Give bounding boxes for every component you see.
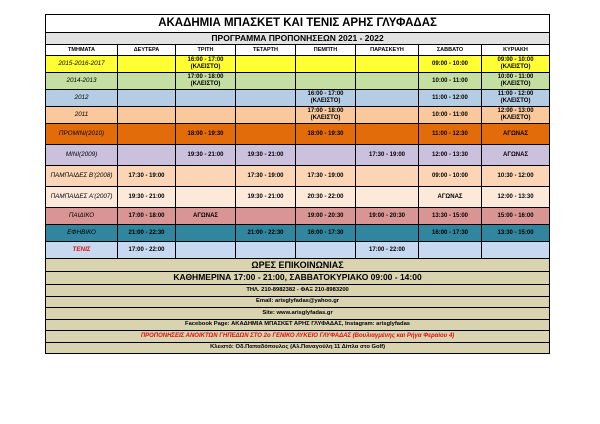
schedule-cell (296, 242, 356, 259)
schedule-table (45, 14, 550, 354)
schedule-row (46, 166, 550, 187)
schedule-cell: 10:00 - 11:00 (ΚΛΕΙΣΤΟ) (482, 73, 550, 90)
schedule-cell (176, 107, 236, 124)
page-title: ΑΚΑΔΗΜΙΑ ΜΠΑΣΚΕΤ ΚΑΙ ΤΕΝΙΣ ΑΡΗΣ ΓΛΥΦΑΔΑΣ (46, 15, 550, 33)
schedule-cell (118, 124, 176, 145)
schedule-cell (176, 225, 236, 242)
schedule-cell: 10:00 - 11:00 (419, 107, 482, 124)
schedule-cell: ΑΓΩΝΑΣ (419, 187, 482, 208)
schedule-row (46, 107, 550, 124)
schedule-cell (118, 107, 176, 124)
schedule-cell (118, 73, 176, 90)
schedule-row (46, 145, 550, 166)
schedule-cell: 17:00 - 18:00 (ΚΛΕΙΣΤΟ) (176, 73, 236, 90)
schedule-cell: 17:30 - 19:00 (296, 166, 356, 187)
schedule-cell (236, 90, 296, 107)
row-name: ΠΑΜΠΑΙΔΕΣ Β'(2008) (46, 166, 118, 187)
contact-site: Site: www.arisglyfadas.gr (46, 308, 550, 320)
schedule-cell (356, 107, 419, 124)
schedule-cell (356, 166, 419, 187)
schedule-cell: 17:00 - 18:00 (ΚΛΕΙΣΤΟ) (296, 107, 356, 124)
schedule-row (46, 73, 550, 90)
schedule-sheet (45, 14, 549, 354)
schedule-cell: ΑΓΩΝΑΣ (482, 145, 550, 166)
schedule-cell (296, 73, 356, 90)
schedule-row (46, 225, 550, 242)
schedule-row (46, 90, 550, 107)
header-cell: ΣΑΒΒΑΤΟ (419, 45, 482, 56)
schedule-cell: 17:00 - 18:00 (118, 208, 176, 225)
contact-facebook: Facebook Page: ΑΚΑΔΗΜΙΑ ΜΠΑΣΚΕΤ ΑΡΗΣ ΓΛΥΦΑΔΑΣ, Instagram: arisglyfadas (46, 319, 550, 331)
schedule-cell (356, 187, 419, 208)
schedule-cell (356, 225, 419, 242)
schedule-cell: 19:30 - 21:00 (236, 145, 296, 166)
header-cell: ΠΑΡΑΣΚΕΥΗ (356, 45, 419, 56)
row-name: ΜΙΝΙ(2009) (46, 145, 118, 166)
schedule-cell: 11:00 - 12:00 (419, 90, 482, 107)
schedule-cell: 10:00 - 11:00 (419, 73, 482, 90)
schedule-cell (118, 90, 176, 107)
header-cell: ΤΡΙΤΗ (176, 45, 236, 56)
header-cell: ΤΜΗΜΑΤΑ (46, 45, 118, 56)
row-name: ΠΑΜΠΑΙΔΕΣ Α'(2007) (46, 187, 118, 208)
schedule-cell (176, 242, 236, 259)
schedule-cell (482, 242, 550, 259)
schedule-cell: 19:30 - 21:00 (118, 187, 176, 208)
schedule-subtitle: ΠΡΟΓΡΑΜΜΑ ΠΡΟΠΟΝΗΣΕΩΝ 2021 - 2022 (46, 33, 550, 45)
schedule-cell: 13:30 - 15:00 (419, 208, 482, 225)
schedule-cell (296, 56, 356, 73)
contact-hours: ΚΑΘΗΜΕΡΙΝΑ 17:00 - 21:00, ΣΑΒΒΑΤΟΚΥΡΙΑΚΟ 09:00 - 14:00 (46, 272, 550, 285)
schedule-cell: 12:00 - 13:00 (ΚΛΕΙΣΤΟ) (482, 107, 550, 124)
schedule-cell (176, 187, 236, 208)
schedule-cell: 17:00 - 22:00 (356, 242, 419, 259)
schedule-cell: 18:00 - 19:30 (296, 124, 356, 145)
schedule-cell: 17:00 - 22:00 (118, 242, 176, 259)
schedule-cell (356, 124, 419, 145)
schedule-cell: 16:00 - 17:30 (419, 225, 482, 242)
header-row (46, 45, 550, 56)
row-name: 2011 (46, 107, 118, 124)
header-cell: ΔΕΥΤΕΡΑ (118, 45, 176, 56)
schedule-row (46, 56, 550, 73)
schedule-cell (176, 166, 236, 187)
contact-title: ΩΡΕΣ ΕΠΙΚΟΙΝΩΝΙΑΣ (46, 259, 550, 272)
schedule-cell (236, 242, 296, 259)
schedule-cell: 09:00 - 10:00 (419, 56, 482, 73)
schedule-cell: 19:30 - 21:00 (176, 145, 236, 166)
schedule-cell: 20:30 - 22:00 (296, 187, 356, 208)
schedule-cell: 15:00 - 16:00 (482, 208, 550, 225)
header-cell: ΤΕΤΑΡΤΗ (236, 45, 296, 56)
schedule-cell: 17:30 - 19:00 (118, 166, 176, 187)
schedule-cell (236, 73, 296, 90)
contact-email: Email: arisglyfadas@yahoo.gr (46, 296, 550, 308)
schedule-cell (236, 107, 296, 124)
schedule-row (46, 242, 550, 259)
schedule-cell: 12:00 - 13:30 (482, 187, 550, 208)
row-name: 2012 (46, 90, 118, 107)
schedule-cell: 13:30 - 15:00 (482, 225, 550, 242)
header-cell: ΚΥΡΙΑΚΗ (482, 45, 550, 56)
row-name: ΠΡΟΜΙΝΙ(2010) (46, 124, 118, 145)
schedule-cell: 10:30 - 12:00 (482, 166, 550, 187)
schedule-row (46, 124, 550, 145)
schedule-cell: 17:30 - 19:00 (236, 166, 296, 187)
schedule-cell (118, 145, 176, 166)
schedule-cell (356, 90, 419, 107)
schedule-cell: 09:00 - 10:00 (ΚΛΕΙΣΤΟ) (482, 56, 550, 73)
schedule-cell (176, 90, 236, 107)
schedule-cell (236, 56, 296, 73)
row-name: 2014-2013 (46, 73, 118, 90)
schedule-cell: 17:30 - 19:00 (356, 145, 419, 166)
schedule-cell: 19:00 - 20:30 (356, 208, 419, 225)
schedule-cell: 19:30 - 21:00 (236, 187, 296, 208)
courts-notice: ΠΡΟΠΟΝΗΣΕΙΣ ΑΝΟΙΚΤΩΝ ΓΗΠΕΔΩΝ ΣΤΟ 2ο ΓΕΝΙΚΟ ΛΥΚΕΙΟ ΓΛΥΦΑΔΑΣ (Βουλιαγμένης και Ρήγα Φεραίου 4) (46, 331, 550, 343)
row-name: ΤΕΝΙΣ (46, 242, 118, 259)
schedule-cell: 18:00 - 19:30 (176, 124, 236, 145)
contact-phone: ΤΗΛ. 210-8982382 - ΦΑΞ 210-8983200 (46, 285, 550, 297)
row-name: ΠΑΙΔΙΚΟ (46, 208, 118, 225)
schedule-cell: 16:00 - 17:00 (ΚΛΕΙΣΤΟ) (296, 90, 356, 107)
schedule-cell (236, 124, 296, 145)
schedule-cell: 12:00 - 13:30 (419, 145, 482, 166)
schedule-cell (118, 56, 176, 73)
schedule-cell (236, 208, 296, 225)
schedule-cell: 09:00 - 10:00 (419, 166, 482, 187)
schedule-cell: 16:00 - 17:00 (ΚΛΕΙΣΤΟ) (176, 56, 236, 73)
schedule-cell (419, 242, 482, 259)
schedule-cell: 21:00 - 22:30 (236, 225, 296, 242)
header-cell: ΠΕΜΠΤΗ (296, 45, 356, 56)
schedule-cell: 19:00 - 20:30 (296, 208, 356, 225)
schedule-row (46, 208, 550, 225)
schedule-cell: ΑΓΩΝΑΣ (176, 208, 236, 225)
row-name: ΕΦΗΒΙΚΟ (46, 225, 118, 242)
schedule-cell: 11:00 - 12:30 (419, 124, 482, 145)
schedule-cell: 16:00 - 17:30 (296, 225, 356, 242)
schedule-cell (356, 56, 419, 73)
schedule-row (46, 187, 550, 208)
schedule-cell (356, 73, 419, 90)
row-name: 2015-2016-2017 (46, 56, 118, 73)
closed-court-address: Κλειστό: Οδ.Παπαδόπουλος (Αλ.Παναγούλη 11 Δίπλα στο Golf) (46, 342, 550, 354)
schedule-cell: 21:00 - 22:30 (118, 225, 176, 242)
schedule-cell: 11:00 - 12:00 (ΚΛΕΙΣΤΟ) (482, 90, 550, 107)
schedule-cell: ΑΓΩΝΑΣ (482, 124, 550, 145)
schedule-cell (296, 145, 356, 166)
